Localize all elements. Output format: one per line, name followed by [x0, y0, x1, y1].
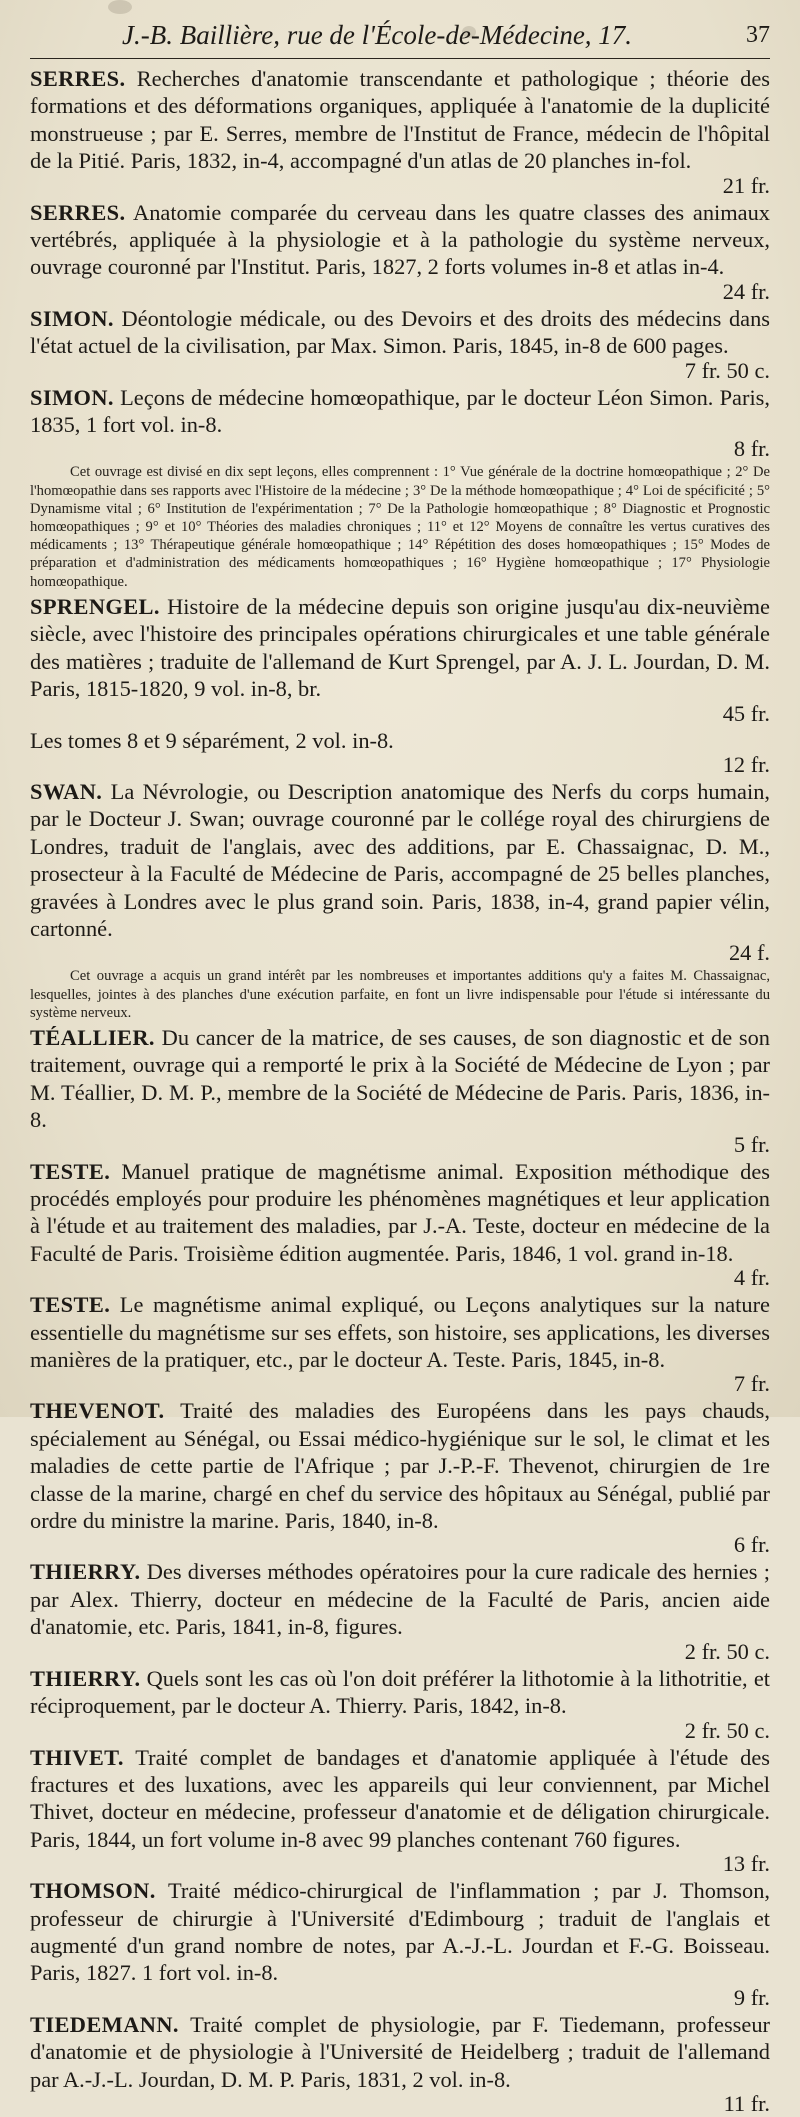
catalogue-entry [30, 2011, 770, 2117]
entry-author: THIVET. [30, 1744, 124, 1770]
catalogue-entry [30, 1024, 770, 1158]
entry-author: SWAN. [30, 778, 103, 804]
entry-text: Traité complet de physiologie, par F. Tiedemann, professeur d'anatomie et de physiologie à l'Université de Heidelberg ; traduit de l'allemand par A.-J.-L. Jourdan, D. M. P. Paris, 1831, 2 vol. in-8. [30, 2011, 770, 2092]
entry-note: Cet ouvrage est divisé en dix sept leçons, elles comprennent : 1° Vue générale de la doctrine homœopathique ; 2° De l'homœopathie dans ses rapports avec l'Histoire de la médecine ; 3° De la méthode homœopathique ; 4° Loi de spécificité ; 5° Dynamisme vital ; 6° Institution de l'expérimentation ; 7° De la Pathologie homœopathique ; 8° Diagnostic et Prognostic homœopathiques ; 9° et 10° Théories des maladies chroniques ; 11° et 12° Moyens de connaître les vertus curatives des médicaments ; 13° Thérapeutique générale homœopathique ; 14° Répétition des doses homœopathiques ; 15° Modes de préparation et d'administration des médicaments homœopathiques ; 16° Hygiène homœopathique ; 17° Physiologie homœopathique. [30, 464, 770, 590]
entry-author: SERRES. [30, 199, 126, 225]
page-number: 37 [746, 22, 770, 48]
catalogue-entry [30, 1877, 770, 2011]
catalogue-entry [30, 1744, 770, 1878]
catalogue-entry [30, 65, 770, 199]
entry-author: SIMON. [30, 305, 114, 331]
entry-text: Manuel pratique de magnétisme animal. Exposition méthodique des procédés employés pour produire les phénomènes magnétiques et leur application à l'étude et au traitement des maladies, par J.-A. Teste, docteur en médecine de la Faculté de Paris. Troisième édition augmentée. Paris, 1846, 1 vol. grand in-18. [30, 1158, 770, 1266]
entry-list [30, 65, 770, 2117]
catalogue-entry [30, 305, 770, 384]
entry-author: THOMSON. [30, 1878, 156, 1904]
entry-text: Quels sont les cas où l'on doit préférer la lithotomie à la lithotritie, et réciproquement, par le docteur A. Thierry. Paris, 1842, in-8. [30, 1665, 770, 1719]
entry-price: 24 f. [728, 940, 770, 966]
entry-price: 45 fr. [722, 700, 770, 726]
catalogue-entry [30, 1397, 770, 1558]
entry-text: Anatomie comparée du cerveau dans les quatre classes des animaux vertébrés, appliquée à la physiologie et à la pathologie du système nerveux, ouvrage couronné par l'Institut. Paris, 1827, 2 forts volumes in-8 et atlas in-4. [30, 199, 770, 280]
paper-stain [108, 0, 132, 14]
entry-author: SIMON. [30, 384, 114, 410]
entry-text: Le magnétisme animal expliqué, ou Leçons analytiques sur la nature essentielle du magnétisme sur ses effets, son histoire, ses applications, les diverses manières de la pratiquer, etc., par le docteur A. Teste. Paris, 1845, in-8. [30, 1292, 770, 1373]
entry-note: Cet ouvrage a acquis un grand intérêt par les nombreuses et importantes additions qu'y a faites M. Chassaignac, lesquelles, jointes à des planches d'une exécution parfaite, en font un livre indispensable pour l'étude si intéressante du système nerveux. [30, 968, 770, 1021]
entry-price: 5 fr. [733, 1131, 770, 1157]
entry-price: 6 fr. [733, 1532, 770, 1558]
entry-author: THIERRY. [30, 1665, 141, 1691]
entry-text: Traité des maladies des Européens dans les pays chauds, spécialement au Sénégal, ou Essai médico-hygiénique sur le sol, le climat et les maladies de cette partie de l'Afrique ; par J.-P.-F. Thevenot, chirurgien de 1re classe de la marine, chargé en chef du service des hôpitaux au Sénégal, publié par ordre du ministre la marine. Paris, 1840, in-8. [30, 1398, 770, 1534]
catalogue-entry [30, 199, 770, 305]
entry-price: 11 fr. [723, 2090, 770, 2116]
catalogue-entry [30, 1158, 770, 1292]
entry-price: 24 fr. [722, 278, 770, 304]
entry-price: 4 fr. [733, 1265, 770, 1291]
catalogue-entry [30, 778, 770, 1022]
entry-text: Du cancer de la matrice, de ses causes, de son diagnostic et de son traitement, ouvrage qui a remporté le prix à la Société de Médecine de Lyon ; par M. Téallier, D. M. P., membre de la Société de Médecine de Paris. Paris, 1836, in-8. [30, 1024, 770, 1133]
entry-text: La Névrologie, ou Description anatomique des Nerfs du corps humain, par le Docteur J. Swan; ouvrage couronné par le collége royal des chirurgiens de Londres, traduit de l'anglais, avec des additions, par E. Chassaignac, D. M., prosecteur à la Faculté de Médecine de Paris, accompagné de 25 belles planches, gravées à Londres avec le plus grand soin. Paris, 1838, in-4, grand papier vélin, cartonné. [30, 778, 770, 941]
catalogue-entry [30, 1291, 770, 1397]
entry-text: Des diverses méthodes opératoires pour la cure radicale des hernies ; par Alex. Thierry, docteur en médecine de la Faculté de Paris, ancien aide d'anatomie, etc. Paris, 1841, in-8, figures. [30, 1559, 770, 1640]
entry-text: Traité complet de bandages et d'anatomie appliquée à l'étude des fractures et des luxations, avec les appareils qui leur conviennent, par Michel Thivet, docteur en médecine, professeur d'anatomie et de déligation chirurgicale. Paris, 1844, un fort volume in-8 avec 99 planches contenant 760 figures. [30, 1744, 771, 1852]
entry-author: SERRES. [30, 66, 126, 91]
entry-author: TIEDEMANN. [30, 2011, 179, 2037]
entry-extra-price: 12 fr. [722, 751, 770, 777]
entry-text: Recherches d'anatomie transcendante et pathologique ; théorie des formations et des déformations organiques, appliquée à l'anatomie de la duplicité monstrueuse ; par E. Serres, membre de l'Institut de France, médecin de l'hôpital de la Pitié. Paris, 1832, in-4, accompagné d'un atlas de 20 planches in-fol. [30, 66, 770, 174]
catalogue-entry [30, 1558, 770, 1664]
entry-price: 7 fr. [733, 1371, 770, 1397]
entry-author: TESTE. [30, 1292, 111, 1318]
entry-text: Déontologie médicale, ou des Devoirs et des droits des médecins dans l'état actuel de la civilisation, par Max. Simon. Paris, 1845, in-8 de 600 pages. [30, 305, 770, 359]
entry-price: 13 fr. [722, 1851, 770, 1877]
catalogue-entry [30, 593, 770, 778]
entry-author: TÉALLIER. [30, 1024, 155, 1050]
entry-text: Leçons de médecine homœopathique, par le docteur Léon Simon. Paris, 1835, 1 fort vol. in-8. [30, 384, 770, 438]
entry-author: TESTE. [30, 1158, 111, 1184]
page-header [30, 18, 770, 58]
entry-price: 7 fr. 50 c. [684, 357, 770, 383]
entry-price: 21 fr. [722, 172, 770, 198]
entry-text: Traité médico-chirurgical de l'inflammation ; par J. Thomson, professeur de chirurgie à l'Université d'Edimbourg ; traduit de l'anglais et augmenté d'un grand nombre de notes, par A.-J.-L. Jourdan et F.-G. Boisseau. Paris, 1827. 1 fort vol. in-8. [30, 1878, 771, 1986]
entry-text: Histoire de la médecine depuis son origine jusqu'au dix-neuvième siècle, avec l'histoire des principales opérations chirurgicales et une table générale des matières ; traduite de l'allemand de Kurt Sprengel, par A. J. L. Jourdan, D. M. Paris, 1815-1820, 9 vol. in-8, br. [30, 593, 770, 702]
entry-author: SPRENGEL. [30, 593, 160, 619]
entry-author: THEVENOT. [30, 1398, 165, 1424]
entry-author: THIERRY. [30, 1559, 141, 1585]
entry-price: 2 fr. 50 c. [684, 1717, 770, 1743]
entry-price: 9 fr. [733, 1984, 770, 2010]
entry-price: 8 fr. [733, 436, 770, 462]
catalogue-entry [30, 1665, 770, 1744]
catalogue-entry [30, 384, 770, 591]
entry-price: 2 fr. 50 c. [684, 1638, 770, 1664]
header-rule [30, 58, 770, 59]
entry-extra: Les tomes 8 et 9 séparément, 2 vol. in-8. [30, 727, 394, 753]
running-title: J.-B. Baillière, rue de l'École-de-Médecine, 17. [122, 20, 633, 50]
